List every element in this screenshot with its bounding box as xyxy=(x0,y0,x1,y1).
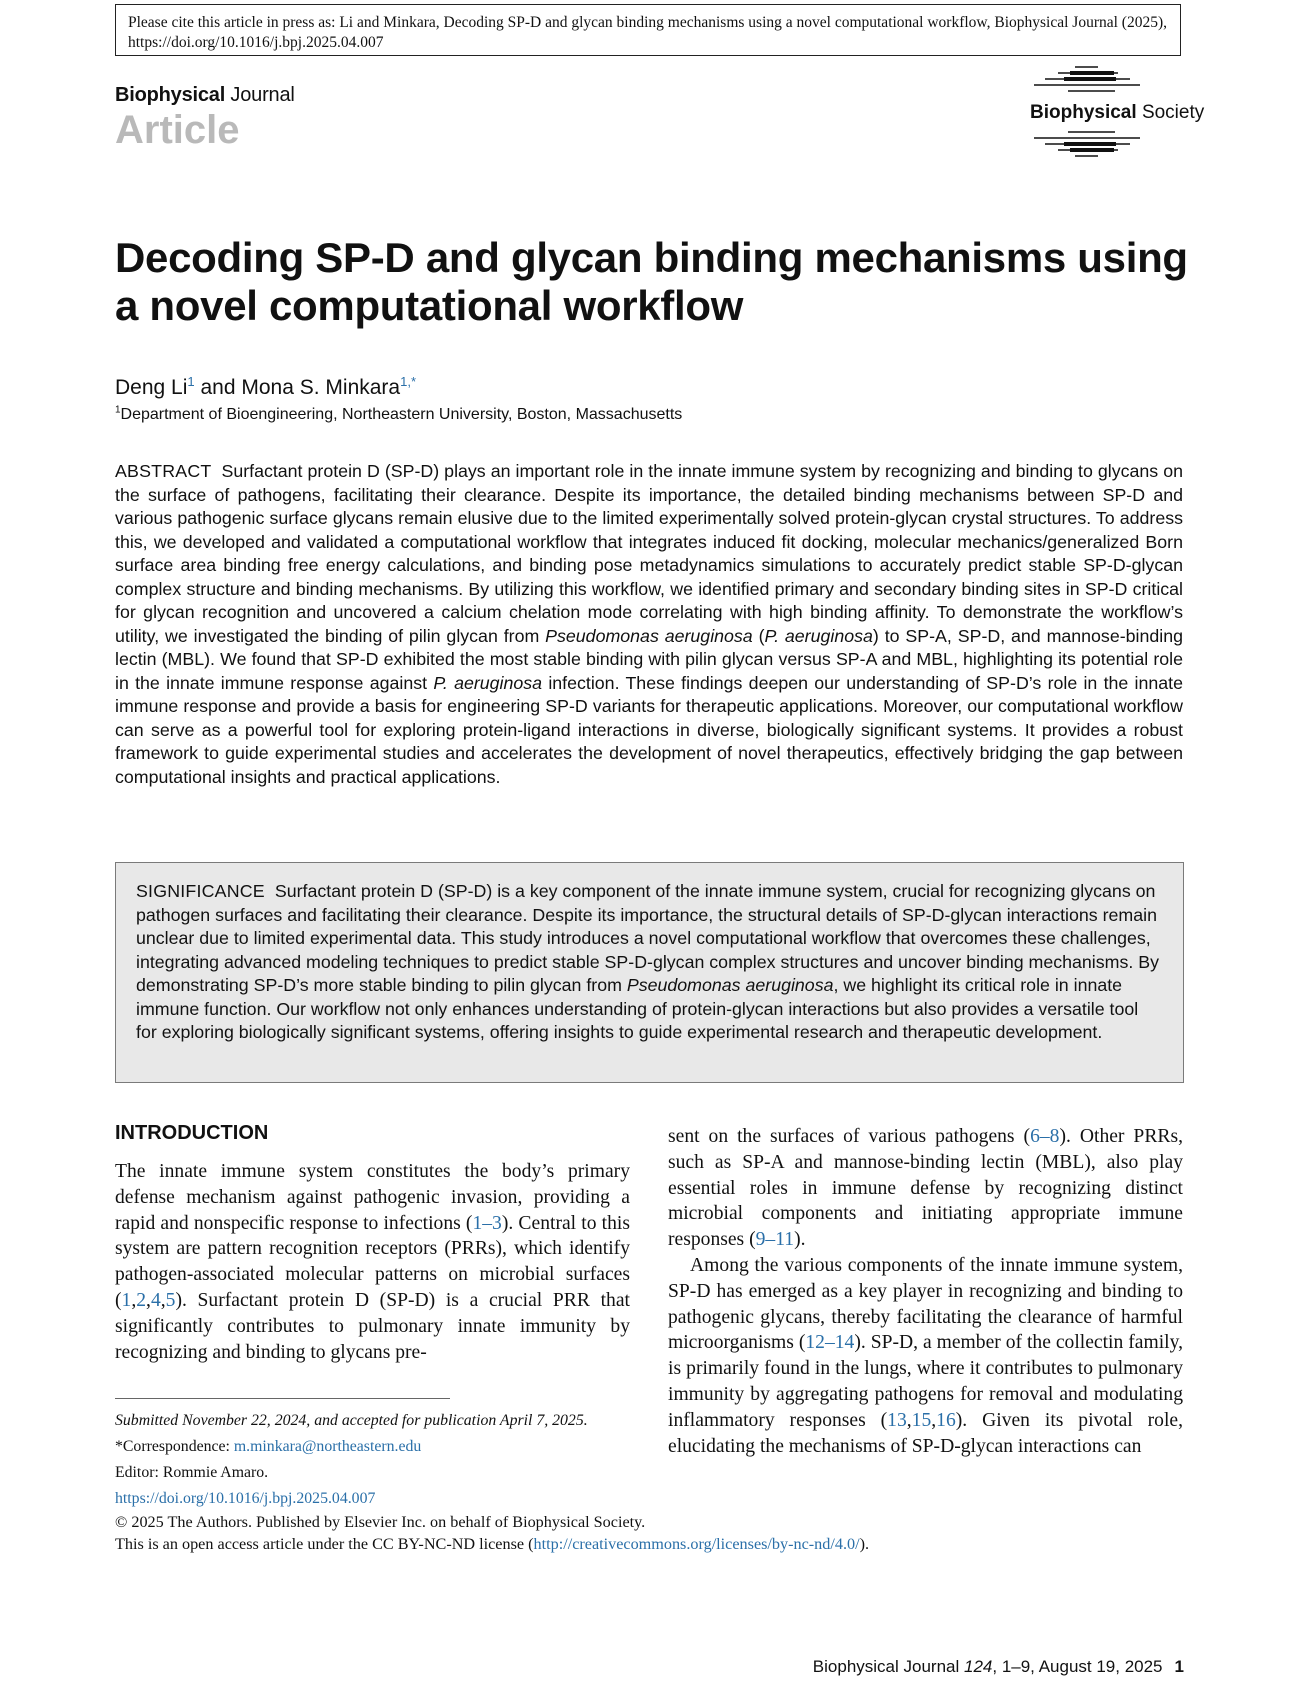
doi-link[interactable]: https://doi.org/10.1016/j.bpj.2025.04.007 xyxy=(115,1490,376,1507)
ref-link[interactable]: 9–11 xyxy=(755,1229,795,1251)
abstract-italic: Pseudomonas aeruginosa xyxy=(545,625,753,646)
correspondence-email-link[interactable]: m.minkara@northeastern.edu xyxy=(233,1438,422,1455)
article-type-label: Article xyxy=(115,108,240,152)
journal-name-bold: Biophysical xyxy=(115,84,226,106)
footnotes xyxy=(115,1408,588,1512)
ref-link[interactable]: 2 xyxy=(136,1289,147,1311)
footnote-divider xyxy=(115,1398,450,1399)
intro-paragraph: The innate immune system constitutes the body’s primary defense mechanism against pathogenic invasion, providing a rapid and nonspecific response to infections (1–3). Central to this system are pattern recognition receptors (PRRs), which identify pathogen-associated molecular patterns on microbial surfaces (1,2,4,5). Surfactant protein D (SP-D) is a crucial PRR that significantly contributes to pulmonary innate immunity by recognizing and binding to glycans pre- xyxy=(115,1161,630,1363)
license-text: This is an open access article under the CC BY-NC-ND license ( xyxy=(115,1535,534,1553)
intro-text: sent on the surfaces of various pathogens ( xyxy=(668,1126,1031,1147)
abstract-italic: P. aeruginosa xyxy=(433,672,543,693)
author-affil-sup[interactable]: 1 xyxy=(187,374,195,389)
copyright-notice xyxy=(115,1511,869,1555)
intro-text: ). Other PRRs, such as SP-A and mannose-binding lectin (MBL), also play essential roles in immune defense by recognizing distinct microbial components and initiating appropriate immune responses ( xyxy=(668,1126,1183,1251)
ref-link[interactable]: 4 xyxy=(150,1289,161,1311)
copyright-line: © 2025 The Authors. Published by Elsevier Inc. on behalf of Biophysical Society. xyxy=(115,1513,646,1531)
intro-text: ). Central to this system are pattern recognition receptors (PRRs), which identify pathogen-associated molecular patterns on microbial surfaces ( xyxy=(115,1212,630,1311)
significance-italic: Pseudomonas aeruginosa xyxy=(626,975,834,995)
significance-text: Surfactant protein D (SP-D) is a key component of the innate immune system, crucial for recognizing glycans on pathogen surfaces and facilitating their clearance. Despite its importance, the structural details of SP-D-glycan interactions remain unclear due to limited experimental data. This study introduces a novel computational workflow that overcomes these challenges, integrating advanced modeling techniques to predict stable SP-D-glycan complex structures and uncover binding mechanisms. By demonstrating SP-D’s more stable binding to pilin glycan from xyxy=(136,881,1159,995)
affiliation-text: Department of Bioengineering, Northeastern University, Boston, Massachusetts xyxy=(120,406,683,423)
ref-link[interactable]: 5 xyxy=(165,1289,176,1311)
author-name: Deng Li xyxy=(115,376,188,399)
intro-text: ). Given its pivotal role, elucidating the mechanisms of SP-D-glycan interactions can xyxy=(668,1409,1183,1457)
license-link[interactable]: http://creativecommons.org/licenses/by-nc-nd/4.0/ xyxy=(533,1535,860,1553)
ref-link[interactable]: 12–14 xyxy=(805,1332,855,1354)
significance-box xyxy=(115,862,1184,1083)
abstract-label: ABSTRACT xyxy=(115,461,212,481)
intro-text: The innate immune system constitutes the body’s primary defense mechanism against pathogenic invasion, providing a rapid and nonspecific response to infections ( xyxy=(115,1161,630,1234)
abstract-italic: P. aeruginosa xyxy=(764,625,873,646)
author-affil-sup[interactable]: 1,* xyxy=(400,374,417,389)
intro-text: ). Surfactant protein D (SP-D) is a crucial PRR that significantly contributes to pulmonary innate immunity by recognizing and binding to glycans pre- xyxy=(115,1289,630,1363)
footer-pages-date: , 1–9, August 19, 2025 xyxy=(992,1657,1163,1676)
ref-link[interactable]: 13 xyxy=(887,1409,907,1431)
page-number: 1 xyxy=(1174,1657,1184,1676)
ref-link[interactable]: 6–8 xyxy=(1030,1126,1060,1147)
journal-name-light: Journal xyxy=(230,84,295,106)
ref-link[interactable]: 15 xyxy=(911,1409,932,1431)
abstract xyxy=(115,460,1183,789)
affiliation-sup: 1 xyxy=(115,404,121,416)
society-name xyxy=(1027,102,1207,124)
society-name-light: Society xyxy=(1141,102,1205,123)
intro-text: Among the various components of the innate immune system, SP-D has emerged as a key player in recognizing and binding to pathogenic glycans, thereby facilitating the clearance of harmful microorganisms ( xyxy=(668,1254,1183,1354)
editor-note: Editor: Rommie Amaro. xyxy=(115,1464,269,1481)
article-title: Decoding SP-D and glycan binding mechanisms using a novel computational workflow xyxy=(115,234,1188,329)
abstract-text: Surfactant protein D (SP-D) plays an important role in the innate immune system by recognizing and binding to glycans on the surface of pathogens, facilitating their clearance. Despite its importance, the detailed binding mechanisms between SP-D and various pathogenic surface glycans remain elusive due to the limited experimentally solved protein-glycan crystal structures. To address this, we developed and validated a computational workflow that integrates induced fit docking, molecular mechanics/generalized Born surface area binding free energy calculations, and binding pose metadynamics simulations to accurately predict stable SP-D-glycan complex structure and binding mechanisms. By utilizing this workflow, we identified primary and secondary binding sites in SP-D critical for glycan recognition and uncovered a calcium chelation mode correlating with high binding affinity. To demonstrate the workflow’s utility, we investigated the binding of pilin glycan from xyxy=(115,461,1183,646)
ref-link[interactable]: 16 xyxy=(936,1409,956,1431)
correspondence-label: *Correspondence: xyxy=(115,1438,230,1455)
intro-left-column xyxy=(115,1122,630,1365)
intro-heading: INTRODUCTION xyxy=(115,1122,269,1144)
significance-text: , we highlight its critical role in innate immune function. Our workflow not only enhances understanding of protein-glycan interactions but also provides a versatile tool for exploring biologically significant systems, offering insights to guide experimental research and therapeutic development. xyxy=(136,975,1139,1042)
intro-paragraph xyxy=(668,1124,1183,1253)
footer-journal: Biophysical Journal xyxy=(812,1657,960,1676)
submission-note: Submitted November 22, 2024, and accepted for publication April 7, 2025. xyxy=(115,1412,588,1429)
footer-volume: 124 xyxy=(964,1657,993,1676)
license-text: ). xyxy=(859,1535,870,1553)
society-name-bold: Biophysical xyxy=(1030,102,1137,123)
page-footer xyxy=(813,1657,1184,1677)
author-name: Mona S. Minkara xyxy=(241,376,401,399)
significance-label: SIGNIFICANCE xyxy=(136,881,265,901)
affiliation xyxy=(115,406,682,424)
ref-link[interactable]: 1–3 xyxy=(472,1212,502,1234)
author-conjunction: and xyxy=(200,376,236,399)
citation-notice xyxy=(115,4,1181,56)
ref-link[interactable]: 1 xyxy=(121,1289,132,1311)
citation-text: Please cite this article in press as: Li and Minkara, Decoding SP-D and glycan binding mechanisms using a novel computational workflow, Biophysical Journal (2025), https://doi.org/10.1016/j.bpj.2025.04.007 xyxy=(128,14,1167,51)
abstract-text: ( xyxy=(752,625,765,646)
intro-text: ). SP-D, a member of the collectin family, is primarily found in the lungs, where it contributes to pulmonary immunity by aggregating pathogens for removal and modulating inflammatory responses ( xyxy=(668,1332,1183,1431)
intro-text: ). xyxy=(794,1229,806,1251)
abstract-text: ) to SP-A, SP-D, and mannose-binding lectin (MBL). We found that SP-D exhibited the most stable binding with pilin glycan versus SP-A and MBL, highlighting its potential role in the innate immune response against xyxy=(115,625,1183,693)
journal-brand xyxy=(115,84,295,107)
intro-paragraph: Among the various components of the innate immune system, SP-D has emerged as a key player in recognizing and binding to pathogenic glycans, thereby facilitating the clearance of harmful microorganisms (12–14). SP-D, a member of the collectin family, is primarily found in the lungs, where it contributes to pulmonary immunity by aggregating pathogens for removal and modulating inflammatory responses (13,15,16). Given its pivotal role, elucidating the mechanisms of SP-D-glycan interactions can xyxy=(668,1254,1183,1457)
intro-right-column xyxy=(668,1124,1183,1459)
abstract-text: infection. These findings deepen our understanding of SP-D’s role in the innate immune response and provide a basis for engineering SP-D variants for therapeutic applications. Moreover, our computational workflow can serve as a powerful tool for exploring protein-ligand interactions in diverse, biologically significant systems. It provides a robust framework to guide experimental studies and accelerates the development of novel therapeutics, effectively bridging the gap between computational insights and practical applications. xyxy=(115,672,1184,787)
author-list xyxy=(115,376,416,400)
